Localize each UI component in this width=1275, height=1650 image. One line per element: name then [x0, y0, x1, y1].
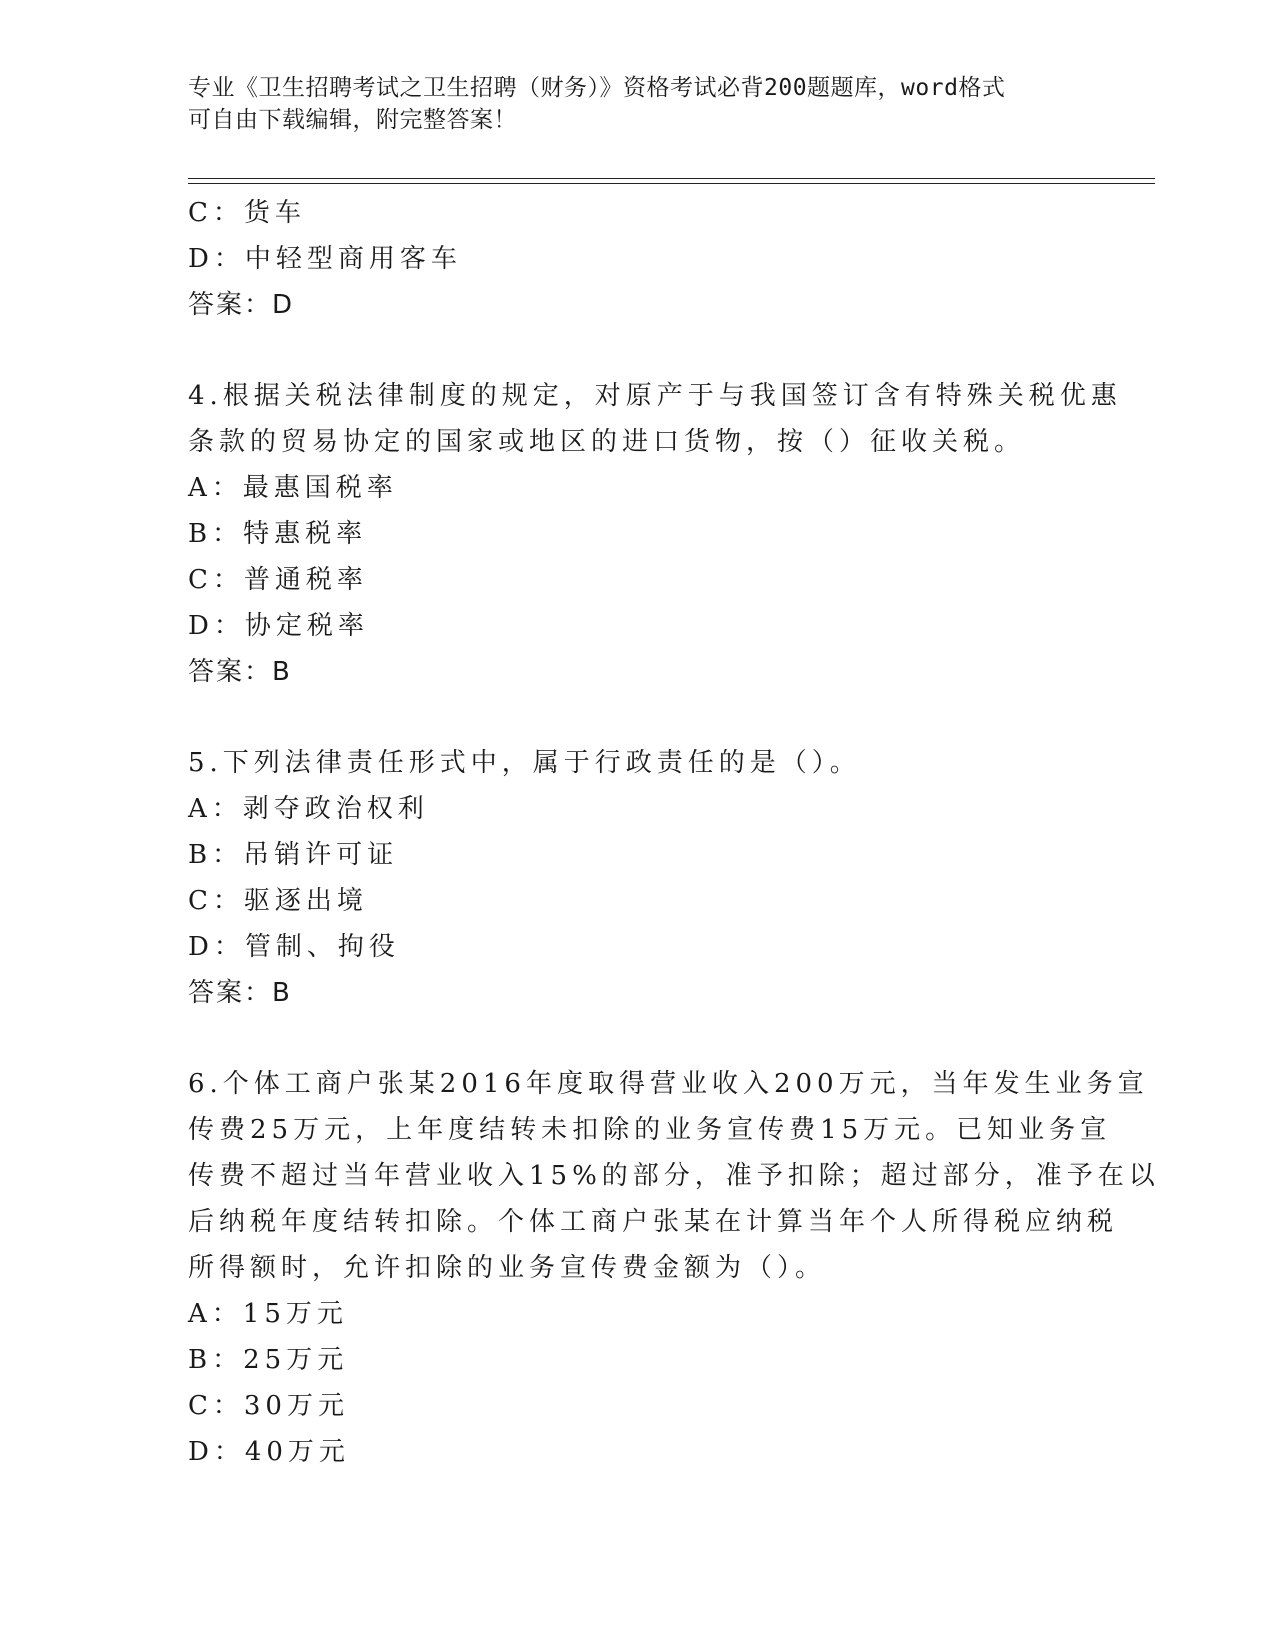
question-stem-line: 传费25万元，上年度结转未扣除的业务宣传费15万元。已知业务宣 — [188, 1115, 1112, 1145]
document-header — [188, 72, 1088, 136]
option-b: B：吊销许可证 — [188, 840, 399, 870]
option-c: C：30万元 — [188, 1391, 349, 1421]
option-a: A：剥夺政治权利 — [188, 794, 429, 824]
option-b: B：25万元 — [188, 1345, 349, 1375]
header-divider-top — [188, 178, 1155, 179]
header-title-line-2: 可自由下载编辑，附完整答案！ — [188, 107, 517, 133]
option-d: D：协定税率 — [188, 611, 369, 641]
question-spacer — [188, 328, 1088, 373]
question-stem-line: 5.下列法律责任形式中，属于行政责任的是（）。 — [188, 748, 861, 778]
document-body — [188, 190, 1160, 1475]
question-5 — [188, 740, 1088, 1016]
option-d: D：40万元 — [188, 1437, 350, 1467]
question-stem-line: 后纳税年度结转扣除。个体工商户张某在计算当年个人所得税应纳税 — [188, 1207, 1119, 1237]
question-spacer — [188, 1016, 1088, 1061]
question-spacer — [188, 695, 1088, 740]
question-stem-line: 所得额时，允许扣除的业务宣传费金额为（）。 — [188, 1253, 827, 1283]
option-c: C：普通税率 — [188, 565, 368, 595]
option-a: A：最惠国税率 — [188, 473, 398, 503]
option-b: B：特惠税率 — [188, 519, 368, 549]
answer-line: 答案：B — [188, 978, 292, 1008]
question-3-tail — [188, 190, 1088, 328]
question-stem-line: 4.根据关税法律制度的规定，对原产于与我国签订含有特殊关税优惠 — [188, 381, 1122, 411]
question-4 — [188, 373, 1122, 695]
question-stem-line: 条款的贸易协定的国家或地区的进口货物，按（）征收关税。 — [188, 427, 1026, 457]
answer-line: 答案：D — [188, 290, 295, 320]
option-d: D：中轻型商用客车 — [188, 244, 462, 274]
question-6 — [188, 1061, 1160, 1475]
question-stem-line: 传费不超过当年营业收入15%的部分，准予扣除；超过部分，准予在以 — [188, 1161, 1160, 1191]
option-a: A：15万元 — [188, 1299, 348, 1329]
option-d: D：管制、拘役 — [188, 932, 400, 962]
option-c: C：驱逐出境 — [188, 886, 368, 916]
question-stem-line: 6.个体工商户张某2016年度取得营业收入200万元，当年发生业务宣 — [188, 1069, 1149, 1099]
option-c: C：货车 — [188, 198, 306, 228]
answer-line: 答案：B — [188, 657, 292, 687]
header-divider-bottom — [188, 183, 1155, 184]
header-title-line-1: 专业《卫生招聘考试之卫生招聘（财务）》资格考试必背200题题库，word格式 — [188, 75, 1006, 101]
